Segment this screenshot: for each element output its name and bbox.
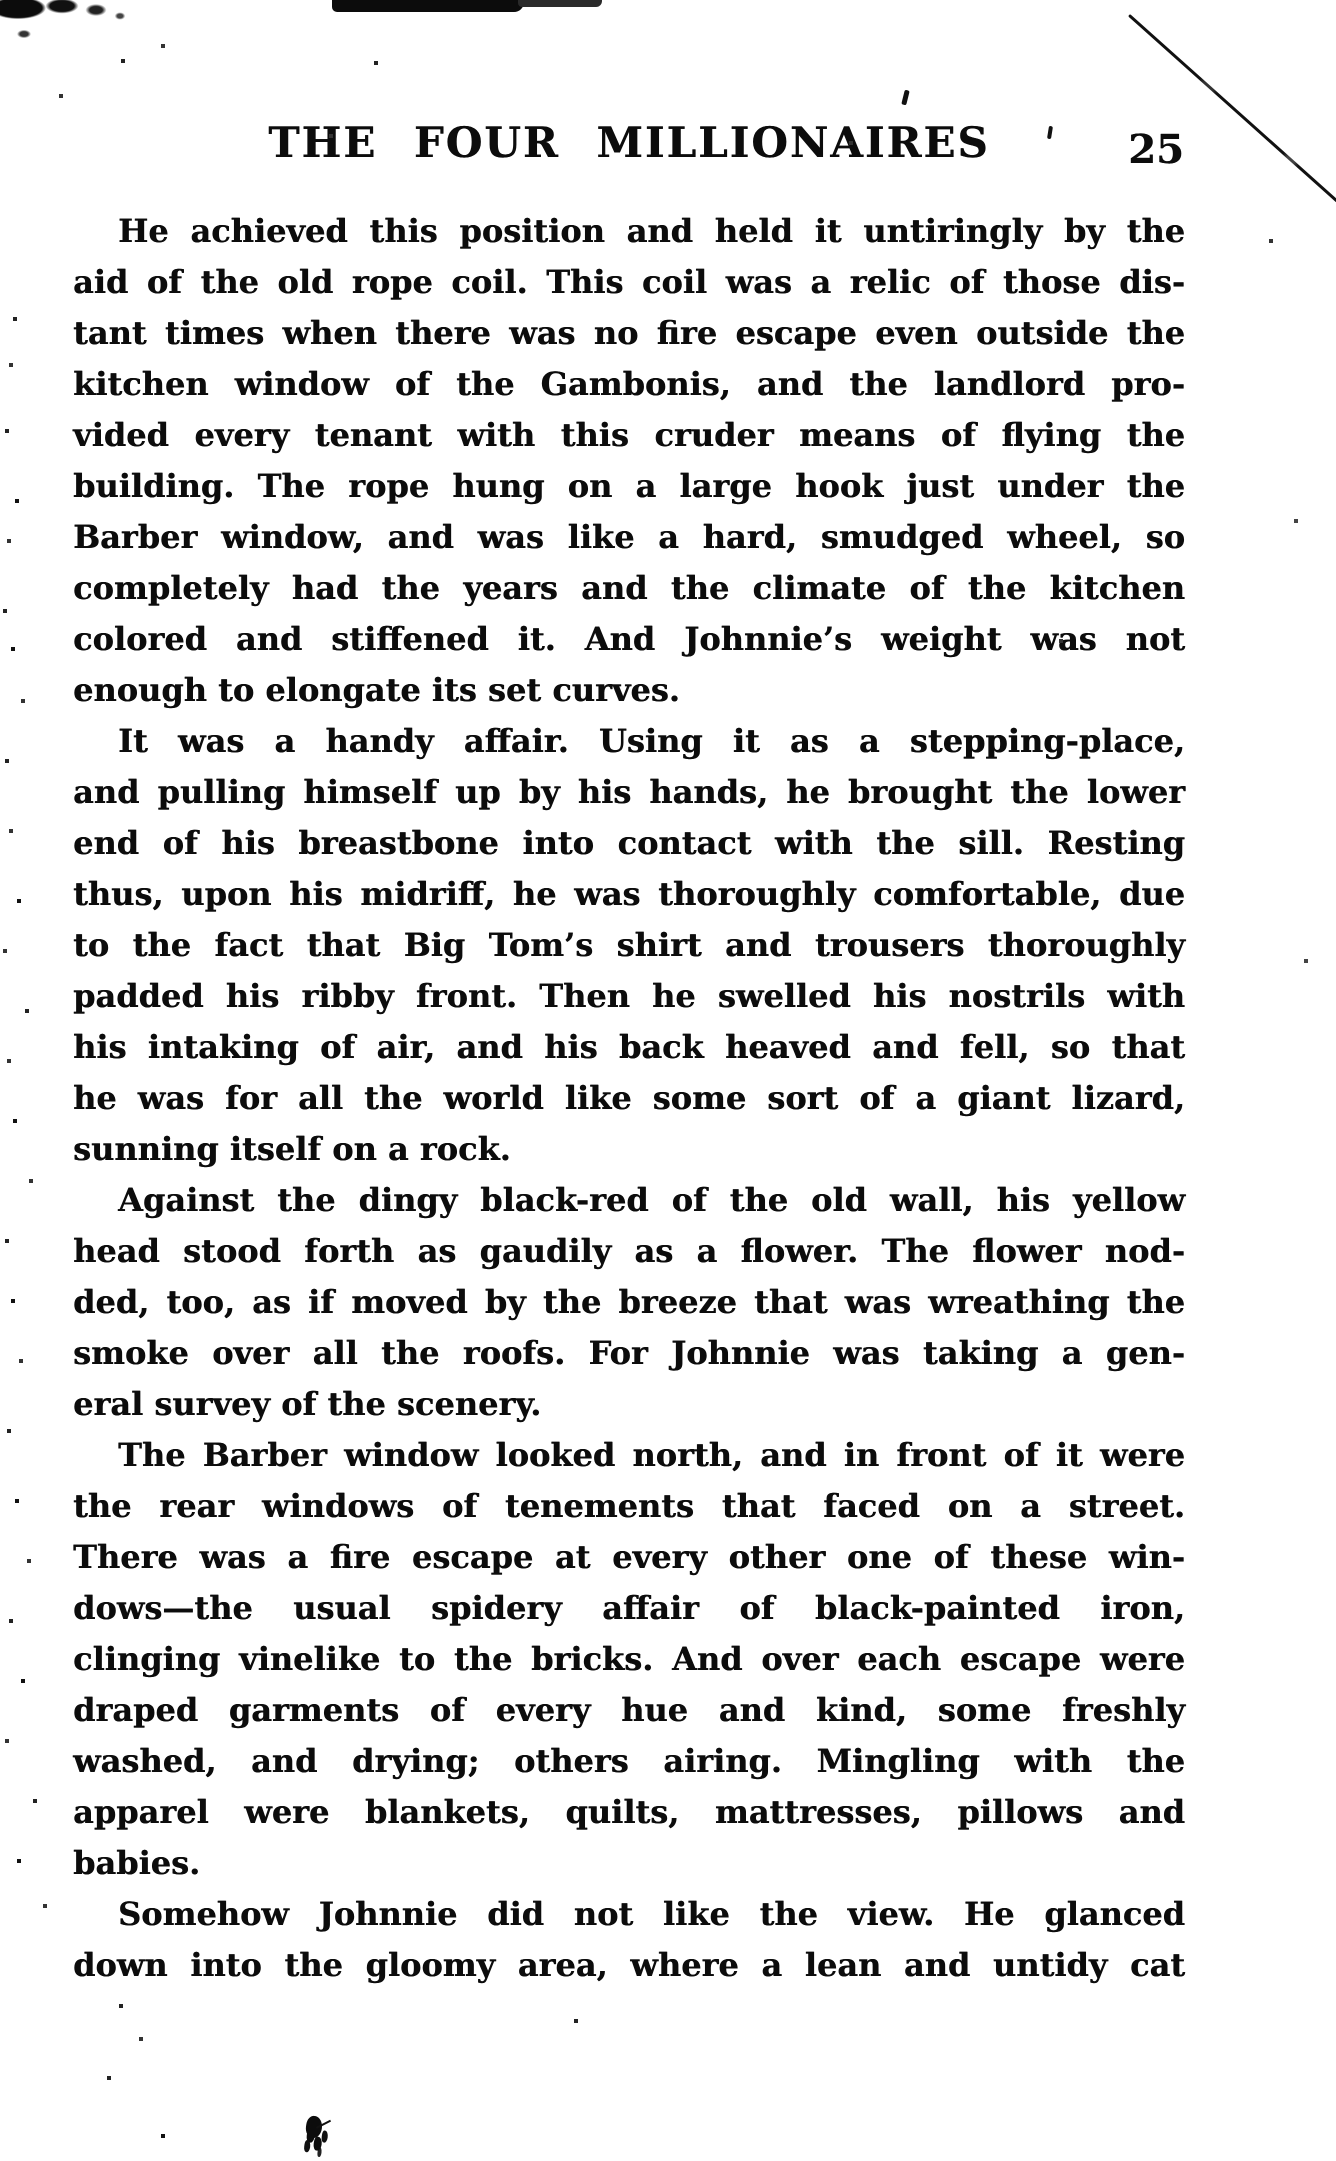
text-line: dows—the usual spidery affair of black-painted iron, <box>73 1589 1185 1627</box>
page-title: THE FOUR MILLIONAIRES <box>268 118 990 167</box>
text-line: apparel were blankets, quilts, mattresses, pillows and <box>73 1793 1185 1831</box>
text-line: He achieved this position and held it untiringly by the <box>118 212 1185 250</box>
paragraph <box>73 1889 1185 1991</box>
text-line: the rear windows of tenements that faced on a street. <box>73 1487 1185 1525</box>
text-line: clinging vinelike to the bricks. And over each escape were <box>73 1640 1185 1678</box>
text-line: colored and stiffened it. And Johnnie’s weight was not <box>73 620 1185 658</box>
text-line: padded his ribby front. Then he swelled his nostrils with <box>73 977 1185 1015</box>
text-line: babies. <box>73 1844 201 1882</box>
paragraph <box>73 716 1185 1175</box>
paragraph <box>73 1175 1185 1430</box>
ink-blot <box>305 2115 324 2139</box>
text-line: completely had the years and the climate of the kitchen <box>73 569 1185 607</box>
page-number: 25 <box>1128 126 1184 173</box>
text-line: Somehow Johnnie did not like the view. He glanced <box>118 1895 1185 1933</box>
text-line: vided every tenant with this cruder means of flying the <box>73 416 1185 454</box>
text-line: thus, upon his midriff, he was thoroughly comfortable, due <box>73 875 1185 913</box>
scan-top-edge-smudge <box>332 0 524 12</box>
paragraph <box>73 206 1185 716</box>
text-line: head stood forth as gaudily as a flower. The flower nod- <box>73 1232 1185 1270</box>
text-line: tant times when there was no fire escape even outside the <box>73 314 1185 352</box>
text-line: aid of the old rope coil. This coil was a relic of those dis- <box>73 263 1185 301</box>
text-line: sunning itself on a rock. <box>73 1130 511 1168</box>
text-line: end of his breastbone into contact with the sill. Resting <box>73 824 1185 862</box>
text-line: ded, too, as if moved by the breeze that was wreathing the <box>73 1283 1185 1321</box>
text-line: enough to elongate its set curves. <box>73 671 680 709</box>
text-line: It was a handy affair. Using it as a stepping-place, <box>118 722 1185 760</box>
text-line: building. The rope hung on a large hook just under the <box>73 467 1185 505</box>
text-line: Against the dingy black-red of the old wall, his yellow <box>118 1181 1185 1219</box>
text-line: his intaking of air, and his back heaved and fell, so that <box>73 1028 1185 1066</box>
scan-tick-mark <box>901 90 909 106</box>
text-line: he was for all the world like some sort of a giant lizard, <box>73 1079 1185 1117</box>
text-line: washed, and drying; others airing. Mingling with the <box>73 1742 1185 1780</box>
text-line: to the fact that Big Tom’s shirt and trousers thoroughly <box>73 926 1185 964</box>
scan-crease-line <box>1128 14 1336 203</box>
text-line: The Barber window looked north, and in front of it were <box>118 1436 1185 1474</box>
body-text <box>73 206 1185 1991</box>
text-line: Barber window, and was like a hard, smudged wheel, so <box>73 518 1185 556</box>
text-line: smoke over all the roofs. For Johnnie was taking a gen- <box>73 1334 1185 1372</box>
text-line: down into the gloomy area, where a lean and untidy cat <box>73 1946 1185 1984</box>
text-line: and pulling himself up by his hands, he brought the lower <box>73 773 1185 811</box>
paragraph <box>73 1430 1185 1889</box>
scan-speckles <box>0 0 2 2</box>
text-line: kitchen window of the Gambonis, and the landlord pro- <box>73 365 1185 403</box>
text-line: eral survey of the scenery. <box>73 1385 542 1423</box>
text-line: draped garments of every hue and kind, some freshly <box>73 1691 1185 1729</box>
scan-corner-smudge <box>0 0 170 52</box>
text-line: There was a fire escape at every other one of these win- <box>73 1538 1185 1576</box>
